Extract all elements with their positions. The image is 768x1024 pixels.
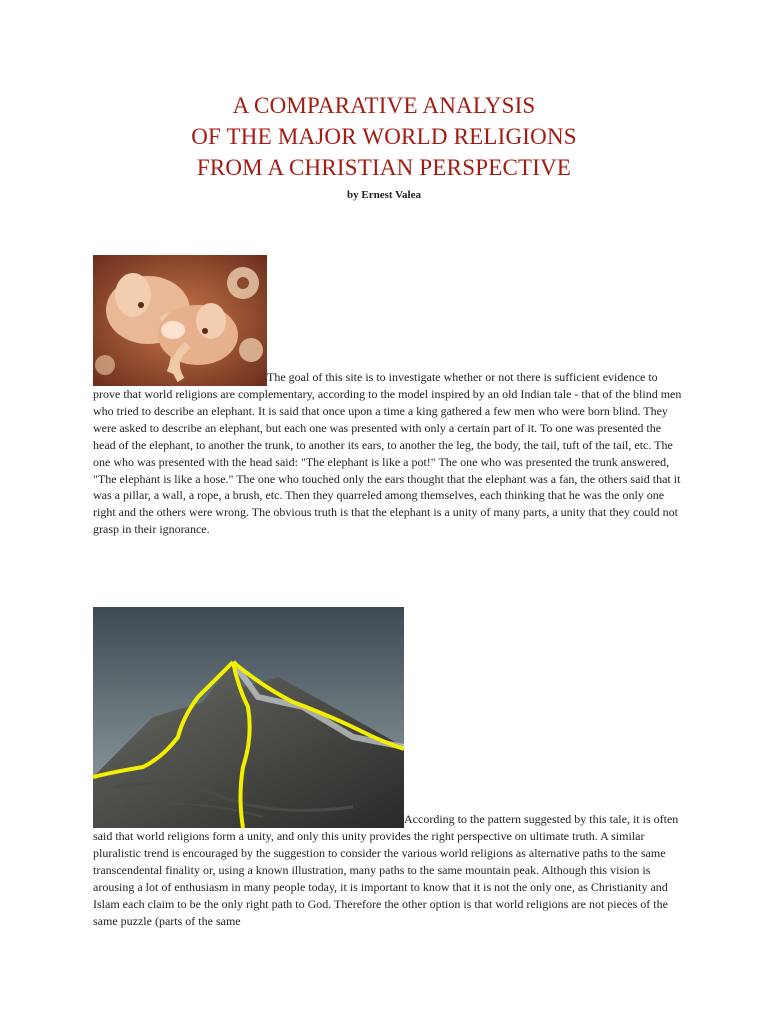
intro-paragraph-text: The goal of this site is to investigate whether or not there is sufficient evidence to prove that world religions are complementary, according to the model inspired by an old Indian tale - that of the blind men who tried to describe an elephant. It is said that once upon a time a king gathered a few men who were born blind. They were asked to describe an elephant, but each one was presented with only a certain part of it. To one was presented the head of the elephant, to another the trunk, to another its ears, to another the leg, the body, the tail, tuft of the tail, etc. The one who was presented with the head said: "The elephant is like a pot!" The one who was presented the trunk answered, "The elephant is like a hose." The one who touched only the ears thought that the elephant was a fan, the others said that it was a pillar, a wall, a rope, a brush, etc. Then they quarreled among themselves, each thinking that he was the only one right and the others were wrong. The obvious truth is that the elephant is a unity of many parts, a unity that they could not grasp in their ignorance. — [93, 370, 682, 537]
title-block — [0, 90, 768, 201]
intro-paragraph — [93, 255, 683, 538]
page-title-line-3: FROM A CHRISTIAN PERSPECTIVE — [196, 155, 572, 180]
page-title-line-2: OF THE MAJOR WORLD RELIGIONS — [191, 124, 577, 149]
mountain-paths-image — [93, 607, 404, 828]
author-byline: by Ernest Valea — [347, 189, 421, 201]
elephant-painting-image — [93, 255, 267, 386]
pluralism-paragraph-text: According to the pattern suggested by this tale, it is often said that world religions form a unity, and only this unity provides the right perspective on ultimate truth. A similar pluralistic trend is encouraged by the suggestion to consider the various world religions as alternative paths to the same transcendental finality or, using a known illustration, many paths to the same mountain peak. Although this vision is arousing a lot of enthusiasm in many people today, it is important to know that it is not the only one, as Christianity and Islam each claim to be the only right path to God. Therefore the other option is that world religions are not pieces of the same puzzle (parts of the same — [93, 812, 679, 928]
pluralism-paragraph — [93, 607, 683, 929]
page-title-line-1: A COMPARATIVE ANALYSIS — [232, 93, 536, 118]
